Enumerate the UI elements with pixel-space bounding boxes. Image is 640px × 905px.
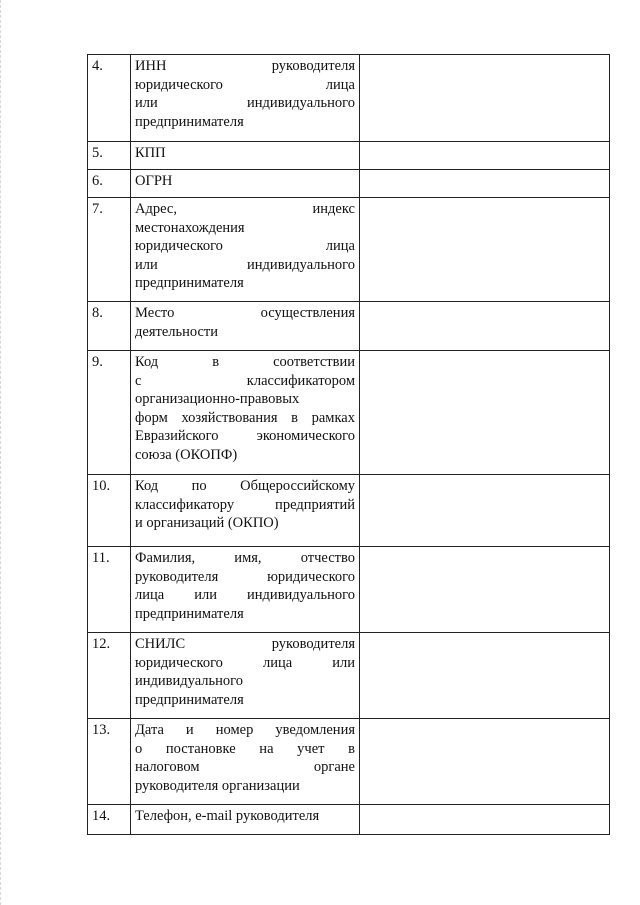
row-label xyxy=(131,633,360,719)
label-line: форм хозяйствования в рамках xyxy=(135,409,355,426)
row-value-cell[interactable] xyxy=(360,142,610,170)
row-value-cell[interactable] xyxy=(360,198,610,302)
label-line: руководителя организации xyxy=(135,777,300,794)
label-line: предпринимателя xyxy=(135,691,244,708)
table-row xyxy=(88,547,610,633)
table-row xyxy=(88,719,610,805)
label-line: индивидуального xyxy=(135,673,243,690)
row-value-cell[interactable] xyxy=(360,719,610,805)
row-label xyxy=(131,170,360,198)
row-label xyxy=(131,805,360,835)
label-line: лица или индивидуального xyxy=(135,587,355,604)
table-row xyxy=(88,805,610,835)
label-line: классификатору предприятий xyxy=(135,496,355,513)
row-value-cell[interactable] xyxy=(360,170,610,198)
label-line: о постановке на учет в xyxy=(135,740,355,757)
table-row xyxy=(88,475,610,547)
label-line: Евразийского экономического xyxy=(135,428,355,445)
row-number: 14. xyxy=(88,805,131,835)
label-line: организационно-правовых xyxy=(135,391,300,408)
row-value-cell[interactable] xyxy=(360,547,610,633)
row-value-cell[interactable] xyxy=(360,55,610,142)
row-value-cell[interactable] xyxy=(360,475,610,547)
label-line: деятельности xyxy=(135,323,219,340)
label-line: с классификатором xyxy=(135,372,355,389)
form-table xyxy=(87,54,610,835)
table-row xyxy=(88,55,610,142)
table-row xyxy=(88,142,610,170)
label-line: Телефон, e-mail руководителя xyxy=(135,808,320,824)
label-line: Код по Общероссийскому xyxy=(135,478,355,494)
label-line: или индивидуального xyxy=(135,95,355,112)
label-line: предпринимателя xyxy=(135,275,244,292)
row-label xyxy=(131,475,360,547)
row-number: 5. xyxy=(88,142,131,170)
row-number: 11. xyxy=(88,547,131,633)
label-line: предпринимателя xyxy=(135,605,244,622)
row-label xyxy=(131,55,360,142)
row-number: 9. xyxy=(88,351,131,475)
label-line: Место осуществления xyxy=(135,305,355,321)
label-line: СНИЛС руководителя xyxy=(135,636,355,652)
label-line: Фамилия, имя, отчество xyxy=(135,550,355,566)
row-label xyxy=(131,351,360,475)
row-value-cell[interactable] xyxy=(360,351,610,475)
table-row xyxy=(88,633,610,719)
row-number: 6. xyxy=(88,170,131,198)
row-number: 13. xyxy=(88,719,131,805)
label-line: Код в соответствии xyxy=(135,354,355,370)
label-line: Адрес, индекс xyxy=(135,201,355,217)
row-value-cell[interactable] xyxy=(360,302,610,351)
label-line: КПП xyxy=(135,145,166,161)
label-line: и организаций (ОКПО) xyxy=(135,515,279,532)
row-label xyxy=(131,198,360,302)
label-line: налоговом органе xyxy=(135,759,355,776)
table-row xyxy=(88,302,610,351)
label-line: ИНН руководителя xyxy=(135,58,355,74)
row-label xyxy=(131,547,360,633)
table-row xyxy=(88,198,610,302)
row-number: 7. xyxy=(88,198,131,302)
row-label xyxy=(131,719,360,805)
label-line: предпринимателя xyxy=(135,113,244,130)
row-number: 12. xyxy=(88,633,131,719)
table-row xyxy=(88,170,610,198)
row-label xyxy=(131,302,360,351)
label-line: союза (ОКОПФ) xyxy=(135,446,238,463)
row-number: 10. xyxy=(88,475,131,547)
label-line: юридического лица или xyxy=(135,654,355,671)
label-line: или индивидуального xyxy=(135,256,355,273)
row-value-cell[interactable] xyxy=(360,633,610,719)
label-line: юридического лица xyxy=(135,76,355,93)
label-line: ОГРН xyxy=(135,173,173,189)
table-row xyxy=(88,351,610,475)
label-line: руководителя юридического xyxy=(135,568,355,585)
label-line: юридического лица xyxy=(135,238,355,255)
label-line: Дата и номер уведомления xyxy=(135,722,355,738)
row-value-cell[interactable] xyxy=(360,805,610,835)
row-number: 4. xyxy=(88,55,131,142)
row-label xyxy=(131,142,360,170)
label-line: местонахождения xyxy=(135,219,245,236)
row-number: 8. xyxy=(88,302,131,351)
form-table-body xyxy=(88,55,610,835)
